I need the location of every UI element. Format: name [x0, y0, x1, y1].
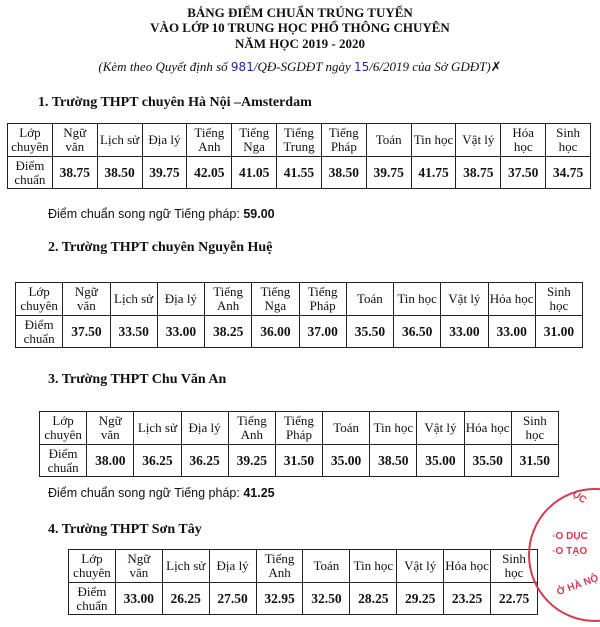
subject-header-cell: Lịch sử [134, 412, 181, 445]
score-cell: 35.50 [346, 316, 393, 348]
subject-header-cell: Vật lý [397, 550, 444, 583]
score-cell: 36.00 [252, 316, 299, 348]
score-row [40, 445, 559, 477]
score-row [8, 157, 591, 189]
subject-header-cell: Tin học [411, 124, 456, 157]
score-table-2 [15, 282, 583, 348]
document-title-line-1: BẢNG ĐIỂM CHUẨN TRÚNG TUYỂN [187, 5, 413, 20]
score-cell: 32.50 [303, 583, 350, 615]
subject-header-cell: Lịch sử [110, 283, 157, 316]
score-table-1 [7, 123, 591, 189]
score-row [16, 316, 583, 348]
subject-header-cell: Vật lý [441, 283, 488, 316]
decision-day-handwritten: 15 [353, 60, 370, 74]
score-cell: 28.25 [350, 583, 397, 615]
subject-header-cell: Tiếng Anh [228, 412, 275, 445]
subject-header-cell: Sinh học [511, 412, 558, 445]
decision-reference [0, 59, 600, 75]
row-score-label: Điểm chuẩn [69, 583, 116, 615]
score-cell: 34.75 [546, 157, 591, 189]
subject-header-cell: Ngữ văn [52, 124, 97, 157]
stamp-text-1: ỤC [570, 488, 589, 507]
subject-header-row [16, 283, 583, 316]
subject-header-cell: Tiếng Anh [205, 283, 252, 316]
subject-header-cell: Tin học [394, 283, 441, 316]
subject-header-cell: Lịch sử [97, 124, 142, 157]
subject-header-cell: Tiếng Pháp [321, 124, 366, 157]
subject-header-cell: Ngữ văn [87, 412, 134, 445]
score-cell: 38.50 [97, 157, 142, 189]
score-cell: 33.00 [441, 316, 488, 348]
subject-header-cell: Toán [346, 283, 393, 316]
row-header-label: Lớp chuyên [69, 550, 116, 583]
score-cell: 31.50 [275, 445, 322, 477]
subject-header-cell: Hóa học [488, 283, 535, 316]
subject-header-cell: Tiếng Pháp [275, 412, 322, 445]
score-cell: 41.55 [277, 157, 322, 189]
score-table-3 [39, 411, 559, 477]
score-cell: 27.50 [209, 583, 256, 615]
section-title-3: 3. Trường THPT Chu Văn An [48, 372, 227, 387]
decision-middle: /QĐ-SGDĐT ngày [253, 59, 351, 74]
subject-header-cell: Sinh học [535, 283, 582, 316]
document-title-line-2: VÀO LỚP 10 TRUNG HỌC PHỔ THÔNG CHUYÊN [150, 20, 450, 35]
subject-header-row [8, 124, 591, 157]
score-cell: 37.00 [299, 316, 346, 348]
score-cell: 33.00 [115, 583, 162, 615]
stamp-text-2: ◦O DỤC [552, 531, 588, 542]
subject-header-cell: Địa lý [157, 283, 204, 316]
subject-header-cell: Tiếng Trung [277, 124, 322, 157]
subject-header-cell: Toán [366, 124, 411, 157]
bilingual-note-value: 41.25 [243, 486, 275, 500]
score-cell: 38.50 [321, 157, 366, 189]
subject-header-cell: Địa lý [209, 550, 256, 583]
score-cell: 38.50 [370, 445, 417, 477]
section-title-4: 4. Trường THPT Sơn Tây [48, 522, 202, 537]
score-cell: 38.25 [205, 316, 252, 348]
score-cell: 22.75 [491, 583, 538, 615]
section-title-1: 1. Trường THPT chuyên Hà Nội –Amsterdam [38, 95, 312, 110]
score-cell: 35.00 [323, 445, 370, 477]
subject-header-cell: Tiếng Anh [256, 550, 303, 583]
row-header-label: Lớp chuyên [8, 124, 53, 157]
row-score-label: Điểm chuẩn [40, 445, 87, 477]
score-cell: 39.25 [228, 445, 275, 477]
score-cell: 38.00 [87, 445, 134, 477]
score-cell: 37.50 [63, 316, 110, 348]
score-cell: 31.50 [511, 445, 558, 477]
score-cell: 23.25 [444, 583, 491, 615]
score-cell: 35.00 [417, 445, 464, 477]
stamp-text-4: Ở HÀ NỘ [555, 572, 600, 599]
score-cell: 33.00 [157, 316, 204, 348]
score-table-4 [68, 549, 538, 615]
handwritten-mark-icon: ✗ [490, 60, 502, 75]
subject-header-cell: Tiếng Pháp [299, 283, 346, 316]
subject-header-row [69, 550, 538, 583]
score-cell: 35.50 [464, 445, 511, 477]
subject-header-cell: Vật lý [417, 412, 464, 445]
score-cell: 42.05 [187, 157, 232, 189]
score-row [69, 583, 538, 615]
score-cell: 26.25 [162, 583, 209, 615]
subject-header-cell: Toán [303, 550, 350, 583]
score-cell: 37.50 [501, 157, 546, 189]
subject-header-cell: Ngữ văn [115, 550, 162, 583]
subject-header-cell: Tin học [350, 550, 397, 583]
decision-prefix: (Kèm theo Quyết định số [98, 59, 228, 74]
subject-header-cell: Toán [323, 412, 370, 445]
subject-header-cell: Ngữ văn [63, 283, 110, 316]
subject-header-cell: Lịch sử [162, 550, 209, 583]
score-cell: 33.50 [110, 316, 157, 348]
score-cell: 41.75 [411, 157, 456, 189]
subject-header-cell: Sinh học [491, 550, 538, 583]
subject-header-cell: Hóa học [501, 124, 546, 157]
bilingual-note-3 [48, 486, 275, 500]
bilingual-note-label: Điểm chuẩn song ngữ Tiếng pháp: [48, 207, 240, 221]
score-cell: 36.50 [394, 316, 441, 348]
section-title-2: 2. Trường THPT chuyên Nguyễn Huệ [48, 240, 273, 255]
stamp-text-3: ◦O TẠO [552, 546, 588, 557]
score-cell: 32.95 [256, 583, 303, 615]
score-cell: 38.75 [52, 157, 97, 189]
bilingual-note-value: 59.00 [243, 207, 275, 221]
document-title-line-3: NĂM HỌC 2019 - 2020 [235, 36, 365, 51]
subject-header-cell: Hóa học [444, 550, 491, 583]
score-cell: 31.00 [535, 316, 582, 348]
score-cell: 36.25 [181, 445, 228, 477]
row-header-label: Lớp chuyên [16, 283, 63, 316]
subject-header-cell: Tiếng Anh [187, 124, 232, 157]
bilingual-note-1 [48, 207, 275, 221]
subject-header-cell: Hóa học [464, 412, 511, 445]
subject-header-cell: Vật lý [456, 124, 501, 157]
score-cell: 39.75 [142, 157, 187, 189]
bilingual-note-label: Điểm chuẩn song ngữ Tiếng pháp: [48, 486, 240, 500]
score-cell: 36.25 [134, 445, 181, 477]
score-cell: 41.05 [232, 157, 277, 189]
decision-suffix: /6/2019 của Sở GDĐT) [369, 59, 491, 74]
subject-header-cell: Tiếng Nga [252, 283, 299, 316]
score-cell: 39.75 [366, 157, 411, 189]
subject-header-cell: Tiếng Nga [232, 124, 277, 157]
row-score-label: Điểm chuẩn [8, 157, 53, 189]
subject-header-cell: Tin học [370, 412, 417, 445]
score-cell: 38.75 [456, 157, 501, 189]
decision-number-handwritten: 981 [230, 60, 254, 74]
row-header-label: Lớp chuyên [40, 412, 87, 445]
row-score-label: Điểm chuẩn [16, 316, 63, 348]
subject-header-row [40, 412, 559, 445]
subject-header-cell: Địa lý [181, 412, 228, 445]
subject-header-cell: Sinh học [546, 124, 591, 157]
subject-header-cell: Địa lý [142, 124, 187, 157]
score-cell: 33.00 [488, 316, 535, 348]
score-cell: 29.25 [397, 583, 444, 615]
